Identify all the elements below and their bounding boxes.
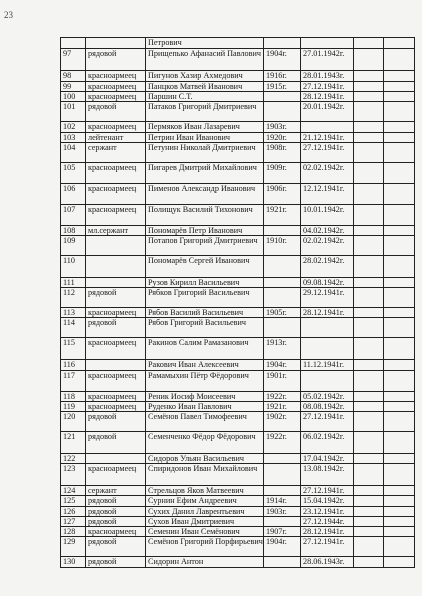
roster-body bbox=[61, 38, 415, 568]
empty-cell bbox=[384, 256, 415, 278]
empty-cell bbox=[384, 318, 415, 338]
full-name-cell: Петунин Николай Дмитриевич bbox=[146, 142, 264, 162]
military-rank-cell: красноармеец bbox=[86, 370, 146, 391]
empty-cell bbox=[384, 204, 415, 225]
row-number-cell: 100 bbox=[61, 92, 86, 102]
military-rank-cell: красноармеец bbox=[86, 464, 146, 486]
birth-year-cell: 1901г. bbox=[264, 370, 301, 391]
row-number-cell: 130 bbox=[61, 557, 86, 568]
table-row bbox=[61, 204, 415, 225]
empty-cell bbox=[384, 454, 415, 464]
death-date-cell: 02.02.1942г. bbox=[301, 236, 354, 256]
row-number-cell: 107 bbox=[61, 204, 86, 225]
military-rank-cell: рядовой bbox=[86, 496, 146, 506]
military-rank-cell: рядовой bbox=[86, 318, 146, 338]
empty-cell bbox=[354, 360, 384, 370]
table-row bbox=[61, 132, 415, 142]
row-number-cell: 126 bbox=[61, 506, 86, 516]
full-name-cell: Пигунов Хазир Ахмедович bbox=[146, 71, 264, 82]
empty-cell bbox=[354, 183, 384, 204]
full-name-cell: Реник Иосиф Моисеевич bbox=[146, 391, 264, 401]
row-number-cell: 101 bbox=[61, 102, 86, 122]
table-row bbox=[61, 537, 415, 557]
empty-cell bbox=[384, 183, 415, 204]
full-name-cell: Сидорин Антон bbox=[146, 557, 264, 568]
table-row bbox=[61, 49, 415, 71]
empty-cell bbox=[384, 338, 415, 360]
military-rank-cell bbox=[86, 278, 146, 288]
empty-cell bbox=[354, 391, 384, 401]
table-row bbox=[61, 506, 415, 516]
empty-cell bbox=[354, 318, 384, 338]
military-rank-cell: красноармеец bbox=[86, 338, 146, 360]
empty-cell bbox=[354, 506, 384, 516]
birth-year-cell bbox=[264, 278, 301, 288]
table-row bbox=[61, 71, 415, 82]
table-row bbox=[61, 527, 415, 537]
death-date-cell: 28.12.1941г. bbox=[301, 92, 354, 102]
birth-year-cell bbox=[264, 454, 301, 464]
empty-cell bbox=[354, 236, 384, 256]
military-rank-cell: мл.сержант bbox=[86, 225, 146, 235]
military-rank-cell: сержант bbox=[86, 142, 146, 162]
full-name-cell: Прищепько Афанасий Павлович bbox=[146, 49, 264, 71]
row-number-cell: 109 bbox=[61, 236, 86, 256]
empty-cell bbox=[384, 132, 415, 142]
table-row bbox=[61, 278, 415, 288]
empty-cell bbox=[384, 464, 415, 486]
death-date-cell: 28.02.1942г. bbox=[301, 256, 354, 278]
full-name-cell: Семенин Иван Семёнович bbox=[146, 527, 264, 537]
table-row bbox=[61, 370, 415, 391]
birth-year-cell bbox=[264, 288, 301, 308]
military-rank-cell: красноармеец bbox=[86, 391, 146, 401]
death-date-cell bbox=[301, 318, 354, 338]
full-name-cell: Панцков Матвей Иванович bbox=[146, 82, 264, 92]
birth-year-cell: 1906г. bbox=[264, 183, 301, 204]
military-rank-cell: сержант bbox=[86, 486, 146, 496]
military-rank-cell: рядовой bbox=[86, 412, 146, 432]
birth-year-cell: 1922г. bbox=[264, 391, 301, 401]
empty-cell bbox=[354, 132, 384, 142]
row-number-cell: 115 bbox=[61, 338, 86, 360]
table-row bbox=[61, 225, 415, 235]
full-name-cell: Сидоров Ульян Васильевич bbox=[146, 454, 264, 464]
military-rank-cell: красноармеец bbox=[86, 82, 146, 92]
death-date-cell: 15.04.1942г. bbox=[301, 496, 354, 506]
birth-year-cell bbox=[264, 102, 301, 122]
table-row bbox=[61, 288, 415, 308]
death-date-cell: 27.01.1942г. bbox=[301, 49, 354, 71]
empty-cell bbox=[354, 225, 384, 235]
empty-cell bbox=[354, 454, 384, 464]
birth-year-cell bbox=[264, 464, 301, 486]
full-name-cell: Петрин Иван Иванович bbox=[146, 132, 264, 142]
full-name-cell: Пономарёв Сергей Иванович bbox=[146, 256, 264, 278]
birth-year-cell: 1904г. bbox=[264, 537, 301, 557]
row-number-cell: 110 bbox=[61, 256, 86, 278]
empty-cell bbox=[384, 308, 415, 318]
row-number-cell: 123 bbox=[61, 464, 86, 486]
empty-cell bbox=[384, 162, 415, 183]
death-date-cell: 09.08.1942г. bbox=[301, 278, 354, 288]
military-rank-cell: красноармеец bbox=[86, 204, 146, 225]
row-number-cell: 97 bbox=[61, 49, 86, 71]
death-date-cell: 17.04.1942г. bbox=[301, 454, 354, 464]
empty-cell bbox=[384, 370, 415, 391]
empty-cell bbox=[354, 92, 384, 102]
full-name-cell: Рябов Василий Васильевич bbox=[146, 308, 264, 318]
birth-year-cell bbox=[264, 318, 301, 338]
birth-year-cell: 1921г. bbox=[264, 204, 301, 225]
death-date-cell: 28.12.1941г. bbox=[301, 308, 354, 318]
empty-cell bbox=[384, 122, 415, 132]
military-rank-cell: рядовой bbox=[86, 432, 146, 454]
table-row bbox=[61, 38, 415, 49]
military-rank-cell bbox=[86, 38, 146, 49]
row-number-cell: 111 bbox=[61, 278, 86, 288]
table-row bbox=[61, 92, 415, 102]
death-date-cell: 28.01.1943г. bbox=[301, 71, 354, 82]
table-row bbox=[61, 338, 415, 360]
birth-year-cell bbox=[264, 516, 301, 526]
table-row bbox=[61, 391, 415, 401]
table-row bbox=[61, 162, 415, 183]
full-name-cell: Сухих Данил Лаврентьевич bbox=[146, 506, 264, 516]
full-name-cell: Сурнин Ефим Андреевич bbox=[146, 496, 264, 506]
empty-cell bbox=[354, 464, 384, 486]
table-row bbox=[61, 412, 415, 432]
empty-cell bbox=[354, 142, 384, 162]
empty-cell bbox=[384, 537, 415, 557]
death-date-cell: 02.02.1942г. bbox=[301, 162, 354, 183]
empty-cell bbox=[384, 102, 415, 122]
table-row bbox=[61, 142, 415, 162]
military-rank-cell bbox=[86, 360, 146, 370]
military-rank-cell: лейтенант bbox=[86, 132, 146, 142]
death-date-cell bbox=[301, 338, 354, 360]
full-name-cell: Семенченко Фёдор Фёдорович bbox=[146, 432, 264, 454]
death-date-cell: 29.12.1941г. bbox=[301, 288, 354, 308]
birth-year-cell: 1908г. bbox=[264, 142, 301, 162]
death-date-cell: 28.06.1943г. bbox=[301, 557, 354, 568]
military-rank-cell: рядовой bbox=[86, 516, 146, 526]
death-date-cell: 13.08.1942г. bbox=[301, 464, 354, 486]
death-date-cell: 23.12.1941г. bbox=[301, 506, 354, 516]
full-name-cell: Пермяков Иван Лазаревич bbox=[146, 122, 264, 132]
death-date-cell: 08.08.1942г. bbox=[301, 401, 354, 411]
row-number-cell: 119 bbox=[61, 401, 86, 411]
birth-year-cell bbox=[264, 225, 301, 235]
empty-cell bbox=[354, 557, 384, 568]
full-name-cell: Патаков Григорий Дмитриевич bbox=[146, 102, 264, 122]
full-name-cell: Семёнов Григорий Порфирьевич bbox=[146, 537, 264, 557]
military-rank-cell: рядовой bbox=[86, 506, 146, 516]
empty-cell bbox=[354, 432, 384, 454]
empty-cell bbox=[384, 142, 415, 162]
military-rank-cell: рядовой bbox=[86, 49, 146, 71]
row-number-cell bbox=[61, 38, 86, 49]
death-date-cell: 11.12.1941г. bbox=[301, 360, 354, 370]
death-date-cell: 05.02.1942г. bbox=[301, 391, 354, 401]
full-name-cell: Пономарёв Петр Иванович bbox=[146, 225, 264, 235]
row-number-cell: 98 bbox=[61, 71, 86, 82]
military-rank-cell: красноармеец bbox=[86, 71, 146, 82]
empty-cell bbox=[384, 225, 415, 235]
full-name-cell: Семёнов Павел Тимофеевич bbox=[146, 412, 264, 432]
military-rank-cell: рядовой bbox=[86, 537, 146, 557]
empty-cell bbox=[384, 82, 415, 92]
death-date-cell: 28.12.1941г. bbox=[301, 527, 354, 537]
empty-cell bbox=[354, 496, 384, 506]
death-date-cell: 04.02.1942г. bbox=[301, 225, 354, 235]
empty-cell bbox=[384, 236, 415, 256]
full-name-cell: Стрельцов Яков Матвеевич bbox=[146, 486, 264, 496]
table-row bbox=[61, 122, 415, 132]
birth-year-cell: 1920г. bbox=[264, 132, 301, 142]
full-name-cell: Полищук Василий Тихонович bbox=[146, 204, 264, 225]
death-date-cell bbox=[301, 122, 354, 132]
row-number-cell: 99 bbox=[61, 82, 86, 92]
empty-cell bbox=[384, 38, 415, 49]
empty-cell bbox=[354, 338, 384, 360]
empty-cell bbox=[384, 486, 415, 496]
empty-cell bbox=[384, 278, 415, 288]
table-row bbox=[61, 183, 415, 204]
row-number-cell: 113 bbox=[61, 308, 86, 318]
casualty-roster-table bbox=[60, 37, 415, 568]
row-number-cell: 116 bbox=[61, 360, 86, 370]
empty-cell bbox=[384, 360, 415, 370]
empty-cell bbox=[354, 527, 384, 537]
military-rank-cell bbox=[86, 454, 146, 464]
death-date-cell bbox=[301, 38, 354, 49]
full-name-cell: Сухов Иван Дмитриевич bbox=[146, 516, 264, 526]
empty-cell bbox=[384, 496, 415, 506]
empty-cell bbox=[384, 412, 415, 432]
death-date-cell: 27.12.1941г. bbox=[301, 537, 354, 557]
birth-year-cell: 1905г. bbox=[264, 308, 301, 318]
empty-cell bbox=[354, 102, 384, 122]
full-name-cell: Пигарев Дмитрий Михайлович bbox=[146, 162, 264, 183]
empty-cell bbox=[354, 486, 384, 496]
empty-cell bbox=[384, 92, 415, 102]
empty-cell bbox=[384, 288, 415, 308]
military-rank-cell: рядовой bbox=[86, 288, 146, 308]
death-date-cell: 27.12.1944г. bbox=[301, 516, 354, 526]
full-name-cell: Спиридонов Иван Михайлович bbox=[146, 464, 264, 486]
death-date-cell: 21.12.1941г. bbox=[301, 132, 354, 142]
death-date-cell: 06.02.1942г. bbox=[301, 432, 354, 454]
death-date-cell: 12.12.1941г. bbox=[301, 183, 354, 204]
empty-cell bbox=[354, 38, 384, 49]
empty-cell bbox=[384, 391, 415, 401]
empty-cell bbox=[354, 288, 384, 308]
full-name-cell: Ракинов Салим Рамазанович bbox=[146, 338, 264, 360]
full-name-cell: Паршин С.Т. bbox=[146, 92, 264, 102]
table-row bbox=[61, 464, 415, 486]
empty-cell bbox=[354, 308, 384, 318]
empty-cell bbox=[354, 256, 384, 278]
row-number-cell: 128 bbox=[61, 527, 86, 537]
empty-cell bbox=[354, 49, 384, 71]
table-row bbox=[61, 308, 415, 318]
table-row bbox=[61, 557, 415, 568]
empty-cell bbox=[354, 412, 384, 432]
row-number-cell: 105 bbox=[61, 162, 86, 183]
birth-year-cell bbox=[264, 38, 301, 49]
row-number-cell: 129 bbox=[61, 537, 86, 557]
row-number-cell: 102 bbox=[61, 122, 86, 132]
empty-cell bbox=[384, 432, 415, 454]
row-number-cell: 125 bbox=[61, 496, 86, 506]
birth-year-cell: 1922г. bbox=[264, 432, 301, 454]
birth-year-cell: 1913г. bbox=[264, 338, 301, 360]
row-number-cell: 112 bbox=[61, 288, 86, 308]
row-number-cell: 106 bbox=[61, 183, 86, 204]
full-name-cell: Руденко Иван Павлович bbox=[146, 401, 264, 411]
birth-year-cell bbox=[264, 256, 301, 278]
table-row bbox=[61, 496, 415, 506]
table-row bbox=[61, 256, 415, 278]
military-rank-cell: красноармеец bbox=[86, 308, 146, 318]
row-number-cell: 120 bbox=[61, 412, 86, 432]
birth-year-cell bbox=[264, 486, 301, 496]
birth-year-cell: 1909г. bbox=[264, 162, 301, 183]
empty-cell bbox=[384, 49, 415, 71]
table-row bbox=[61, 486, 415, 496]
empty-cell bbox=[384, 506, 415, 516]
table-row bbox=[61, 454, 415, 464]
empty-cell bbox=[384, 527, 415, 537]
empty-cell bbox=[384, 401, 415, 411]
full-name-cell: Рябков Григорий Васильевич bbox=[146, 288, 264, 308]
military-rank-cell: красноармеец bbox=[86, 183, 146, 204]
birth-year-cell: 1921г. bbox=[264, 401, 301, 411]
empty-cell bbox=[354, 516, 384, 526]
birth-year-cell: 1903г. bbox=[264, 122, 301, 132]
death-date-cell: 27.12.1941г. bbox=[301, 82, 354, 92]
table-row bbox=[61, 516, 415, 526]
row-number-cell: 117 bbox=[61, 370, 86, 391]
birth-year-cell: 1910г. bbox=[264, 236, 301, 256]
full-name-cell: Рябов Григорий Васильевич bbox=[146, 318, 264, 338]
empty-cell bbox=[354, 82, 384, 92]
full-name-cell: Петрович bbox=[146, 38, 264, 49]
table-row bbox=[61, 360, 415, 370]
table-row bbox=[61, 432, 415, 454]
page-number: 23 bbox=[4, 10, 13, 20]
death-date-cell: 20.01.1942г. bbox=[301, 102, 354, 122]
death-date-cell: 27.12.1941г. bbox=[301, 142, 354, 162]
empty-cell bbox=[354, 278, 384, 288]
military-rank-cell bbox=[86, 256, 146, 278]
military-rank-cell: красноармеец bbox=[86, 401, 146, 411]
birth-year-cell: 1907г. bbox=[264, 527, 301, 537]
table-row bbox=[61, 401, 415, 411]
death-date-cell bbox=[301, 370, 354, 391]
table-row bbox=[61, 236, 415, 256]
military-rank-cell bbox=[86, 236, 146, 256]
death-date-cell: 27.12.1941г. bbox=[301, 486, 354, 496]
birth-year-cell: 1916г. bbox=[264, 71, 301, 82]
empty-cell bbox=[354, 537, 384, 557]
birth-year-cell bbox=[264, 92, 301, 102]
empty-cell bbox=[384, 516, 415, 526]
military-rank-cell: красноармеец bbox=[86, 527, 146, 537]
row-number-cell: 121 bbox=[61, 432, 86, 454]
birth-year-cell bbox=[264, 557, 301, 568]
empty-cell bbox=[384, 557, 415, 568]
full-name-cell: Ракович Иван Алексеевич bbox=[146, 360, 264, 370]
empty-cell bbox=[354, 71, 384, 82]
row-number-cell: 122 bbox=[61, 454, 86, 464]
full-name-cell: Рамамыхин Пётр Фёдорович bbox=[146, 370, 264, 391]
row-number-cell: 127 bbox=[61, 516, 86, 526]
military-rank-cell: рядовой bbox=[86, 557, 146, 568]
empty-cell bbox=[354, 204, 384, 225]
row-number-cell: 103 bbox=[61, 132, 86, 142]
row-number-cell: 108 bbox=[61, 225, 86, 235]
empty-cell bbox=[354, 122, 384, 132]
table-row bbox=[61, 82, 415, 92]
full-name-cell: Потапов Григорий Дмитриевич bbox=[146, 236, 264, 256]
birth-year-cell: 1903г. bbox=[264, 506, 301, 516]
military-rank-cell: красноармеец bbox=[86, 92, 146, 102]
birth-year-cell: 1914г. bbox=[264, 496, 301, 506]
empty-cell bbox=[354, 162, 384, 183]
military-rank-cell: красноармеец bbox=[86, 122, 146, 132]
birth-year-cell: 1904г. bbox=[264, 49, 301, 71]
military-rank-cell: красноармеец bbox=[86, 162, 146, 183]
birth-year-cell: 1902г. bbox=[264, 412, 301, 432]
empty-cell bbox=[354, 401, 384, 411]
death-date-cell: 27.12.1941г. bbox=[301, 412, 354, 432]
table-row bbox=[61, 318, 415, 338]
row-number-cell: 104 bbox=[61, 142, 86, 162]
empty-cell bbox=[354, 370, 384, 391]
full-name-cell: Рузов Кирилл Васильевич bbox=[146, 278, 264, 288]
birth-year-cell: 1904г. bbox=[264, 360, 301, 370]
birth-year-cell: 1915г. bbox=[264, 82, 301, 92]
empty-cell bbox=[384, 71, 415, 82]
table-row bbox=[61, 102, 415, 122]
death-date-cell: 10.01.1942г. bbox=[301, 204, 354, 225]
row-number-cell: 118 bbox=[61, 391, 86, 401]
row-number-cell: 124 bbox=[61, 486, 86, 496]
military-rank-cell: рядовой bbox=[86, 102, 146, 122]
full-name-cell: Пименов Александр Иванович bbox=[146, 183, 264, 204]
row-number-cell: 114 bbox=[61, 318, 86, 338]
